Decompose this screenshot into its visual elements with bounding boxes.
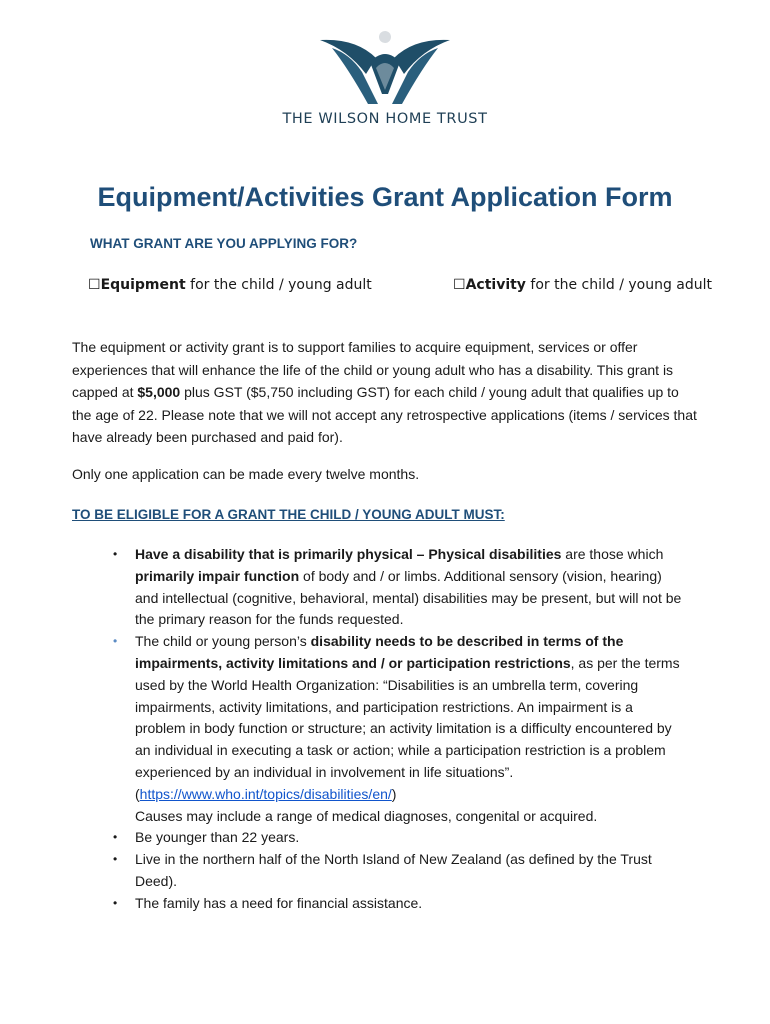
who-disabilities-link[interactable]: https://www.who.int/topics/disabilities/en/ <box>139 785 392 802</box>
bullet-icon: • <box>113 830 118 845</box>
criterion-text: The family has a need for financial assistance. <box>135 894 423 911</box>
criterion-bold: Have a disability that is primarily physical – Physical disabilities <box>135 546 562 562</box>
criterion-text: ) <box>391 785 397 802</box>
equipment-label-rest: for the child / young adult <box>185 277 372 293</box>
activity-label-rest: for the child / young adult <box>525 277 713 293</box>
criterion-text: are those which <box>561 546 664 562</box>
frequency-note: Only one application can be made every twelve months. <box>72 466 420 482</box>
criterion-text: of body and / or limbs. Additional sensory (vision, hearing) and intellectual (cognitive, behavioral, mental) disabilities may be present, but will not be the primary reason for the funds requested. <box>135 567 682 628</box>
criterion-text: , as per the terms used by the World Health Organization: “Disabilities is an umbrella term, covering impairments, activity limitations, and participation restrictions. An impairment is a problem in body function or structure; an activity limitation is a difficulty encountered by an individual in executing a task or action; while a participation restriction is a problem experienced by an individual in involvement in life situations”. ( <box>135 654 680 802</box>
page-title: Equipment/Activities Grant Application Form <box>97 182 673 212</box>
bullet-icon: • <box>113 852 118 867</box>
eligibility-heading: TO BE ELIGIBLE FOR A GRANT THE CHILD / YOUNG ADULT MUST: <box>72 507 505 522</box>
criterion-text: Causes may include a range of medical diagnoses, congenital or acquired. <box>135 807 598 824</box>
intro-paragraph <box>72 336 702 449</box>
intro-text-continued: plus GST ($5,750 including GST) for each child / young adult that qualifies up to the age of 22. Please note that we will not accept any retrospective applications (items / services that have already been purchased and paid for). <box>72 384 697 445</box>
equipment-option[interactable] <box>88 274 418 296</box>
criterion-text: Be younger than 22 years. <box>135 829 300 846</box>
activity-checkbox[interactable]: ☐ <box>453 277 466 293</box>
list-item <box>0 893 683 915</box>
list-item <box>0 827 683 849</box>
equipment-label: Equipment <box>100 277 186 293</box>
bullet-icon: • <box>113 547 118 561</box>
criterion-bold: disability needs to be described in terms of the impairments, activity limitations and / or participation restrictions <box>135 633 624 671</box>
list-item <box>0 631 683 827</box>
criterion-bold: primarily impair function <box>135 567 300 584</box>
organisation-name: THE WILSON HOME TRUST <box>282 111 488 127</box>
activity-label: Activity <box>465 277 526 293</box>
activity-option[interactable] <box>453 274 713 296</box>
eligibility-list <box>0 544 770 915</box>
bullet-icon: • <box>113 634 118 649</box>
criterion-text: Live in the northern half of the North Island of New Zealand (as defined by the Trust Deed). <box>135 851 652 889</box>
intro-text: The equipment or activity grant is to support families to acquire equipment, services or offer experiences that will enhance the life of the child or young adult who has a disability. This grant is capped at <box>72 339 674 400</box>
criterion-text: The child or young person’s <box>135 633 311 650</box>
list-item <box>0 544 683 631</box>
wilson-w-logo-icon <box>318 28 452 104</box>
grant-question-heading: WHAT GRANT ARE YOU APPLYING FOR? <box>90 236 358 251</box>
bullet-icon: • <box>113 895 118 910</box>
equipment-checkbox[interactable]: ☐ <box>88 277 101 293</box>
list-item <box>0 849 683 893</box>
grant-cap-amount: $5,000 <box>137 384 181 400</box>
